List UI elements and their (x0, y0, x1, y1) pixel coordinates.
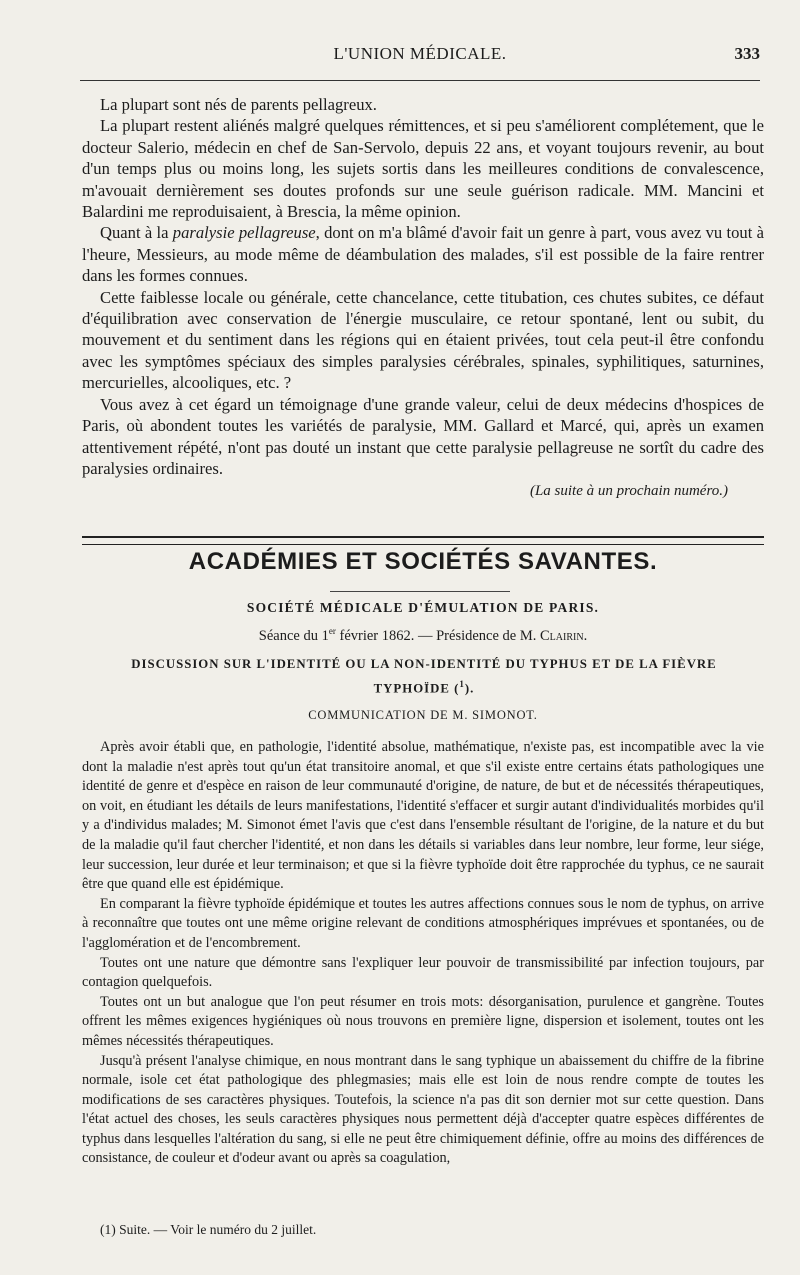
paragraph: Cette faiblesse locale ou générale, cette chancelance, cette titubation, ces chutes subites, ce défaut d'équilibration avec conservation de l'énergie musculaire, ce retour spontané, lent ou subit, du mouvement et du sentiment dans les régions qui en étaient privées, tout cela peut-il être confondu avec les symptômes spéciaux des simples paralysies cérébrales, spinales, syphilitiques, saturnines, mercurielles, alcooliques, etc. ? (82, 287, 764, 393)
session-middle: février 1862. — Présidence de M. (335, 627, 541, 644)
paragraph: En comparant la fièvre typhoïde épidémique et toutes les autres affections connues sous le nom de typhus, on arrive à reconnaître que toutes ont une même origine relevant de conditions atmosphériques imprévues et spontanées, ou de l'agglomération et de l'encombrement. (82, 895, 764, 951)
text-run: Quant à la (100, 223, 173, 243)
session-line (82, 626, 764, 645)
to-be-continued-note: (La suite à un prochain numéro.) (529, 483, 728, 500)
paragraph: Toutes ont un but analogue que l'on peut résumer en trois mots: désorganisation, purulence et gangrène. Toutes offrent les mêmes exigences hygiéniques où nous trouvons en première ligne, dispersion et isolement, toutes ont les mêmes nécessités thérapeutiques. (82, 993, 764, 1049)
discussion-title-text: DISCUSSION SUR L'IDENTITÉ OU LA NON-IDENTITÉ DU TYPHUS ET DE LA FIÈVRE TYPHOÏDE ( (131, 657, 717, 696)
communication-title: COMMUNICATION DE M. SIMONOT. (308, 708, 538, 722)
society-title: SOCIÉTÉ MÉDICALE D'ÉMULATION DE PARIS. (246, 600, 600, 615)
communication-body (82, 738, 764, 1169)
paragraph: La plupart restent aliénés malgré quelques rémittences, et si peu s'améliorent complétement, que le docteur Salerio, médecin en chef de San-Servolo, depuis 22 ans, et voyant toujours revenir, au bout d'un temps plus ou moins long, les sujets sortis dans les meilleures conditions de convalescence, m'avouait dernièrement ses doutes profonds sur une seule guérison radicale. MM. Mancini et Balardini me reproduisaient, à Brescia, la même opinion. (82, 116, 764, 222)
footnote: (1) Suite. — Voir le numéro du 2 juillet. (100, 1222, 317, 1237)
italic-term: paralysie pellagreuse (172, 223, 316, 243)
paragraph: Vous avez à cet égard un témoignage d'une grande valeur, celui de deux médecins d'hospices de Paris, où abondent toutes les variétés de paralysie, MM. Gallard et Marcé, qui, après un examen attentivement répété, n'ont pas douté un instant que cette paralysie pellagreuse ne sortît du cadre des paralysies ordinaires. (82, 394, 764, 478)
page-number: 333 (734, 44, 760, 63)
discussion-title-end: ). (464, 681, 475, 696)
page-header (80, 44, 760, 70)
text-run: , dont on m'a blâmé d'avoir fait un genre à part, vous avez vu tout à l'heure, Messieurs, au mode même de déambulation des malades, s'il est possible de la faire rentrer dans les formes connues. (82, 223, 764, 286)
paragraph: Toutes ont une nature que démontre sans l'expliquer leur pouvoir de transmissibilité par infection toujours, par contagion quelquefois. (82, 954, 764, 991)
running-title: L'UNION MÉDICALE. (333, 44, 507, 63)
header-rule (80, 80, 760, 81)
paragraph: Après avoir établi que, en pathologie, l'identité absolue, mathématique, n'existe pas, est incompatible avec la vie dont la maladie n'est après tout qu'un état transitoire anomal, et que s'il existe entre certains états pathologiques une identité de genre et d'espèce en raison de leur communauté d'origine, de nature, de but et de nécessités thérapeutiques, on voit, en étudiant les détails de leurs manifestations, l'identité s'effacer et surgir autant d'individualités morbides qu'il y a d'individus malades; M. Simonot émet l'avis que c'est dans l'ensemble résultant de l'origine, de la nature et du but de la maladie qu'il faut chercher l'identité, et non dans les détails si variables dans leur nombre, leur forme, leur siége, leur succession, leur durée et leur terminaison; et que si la fièvre typhoïde doit être rapprochée du typhus, ce ne saurait être que quand elle est épidémique. (82, 739, 764, 893)
section-heading: ACADÉMIES ET SOCIÉTÉS SAVANTES. (188, 548, 658, 575)
president-name: Clairin (540, 627, 584, 644)
paragraph: La plupart sont nés de parents pellagreux. (100, 95, 377, 114)
paragraph-paralysie (82, 222, 764, 286)
footnote-mark: 1 (459, 679, 465, 689)
paragraph: Jusqu'à présent l'analyse chimique, en nous montrant dans le sang typhique un abaissement du chiffre de la fibrine normale, isole cet état pathologique des phlegmasies; mais elle est loin de nous rendre compte de toutes les modifications de ses caractères physiques. Toutefois, la science n'a pas dit son dernier mot sur cette question. Dans l'état actuel des choses, les seuls caractères physiques nous permettent déjà d'accepter quatre espèces différentes de typhus dans lesquelles l'altération du sang, si elle ne peut être chimiquement définie, offre au moins des différences de consistance, de couleur et d'odeur avant ou après sa coagulation, (82, 1052, 764, 1167)
session-prefix: Séance du 1 (258, 627, 329, 644)
previous-article (82, 94, 764, 503)
heading-rule (330, 591, 510, 592)
session-end: . (583, 627, 588, 644)
session-ordinal: er (328, 626, 336, 636)
section-divider (82, 536, 764, 545)
discussion-title (100, 654, 748, 698)
